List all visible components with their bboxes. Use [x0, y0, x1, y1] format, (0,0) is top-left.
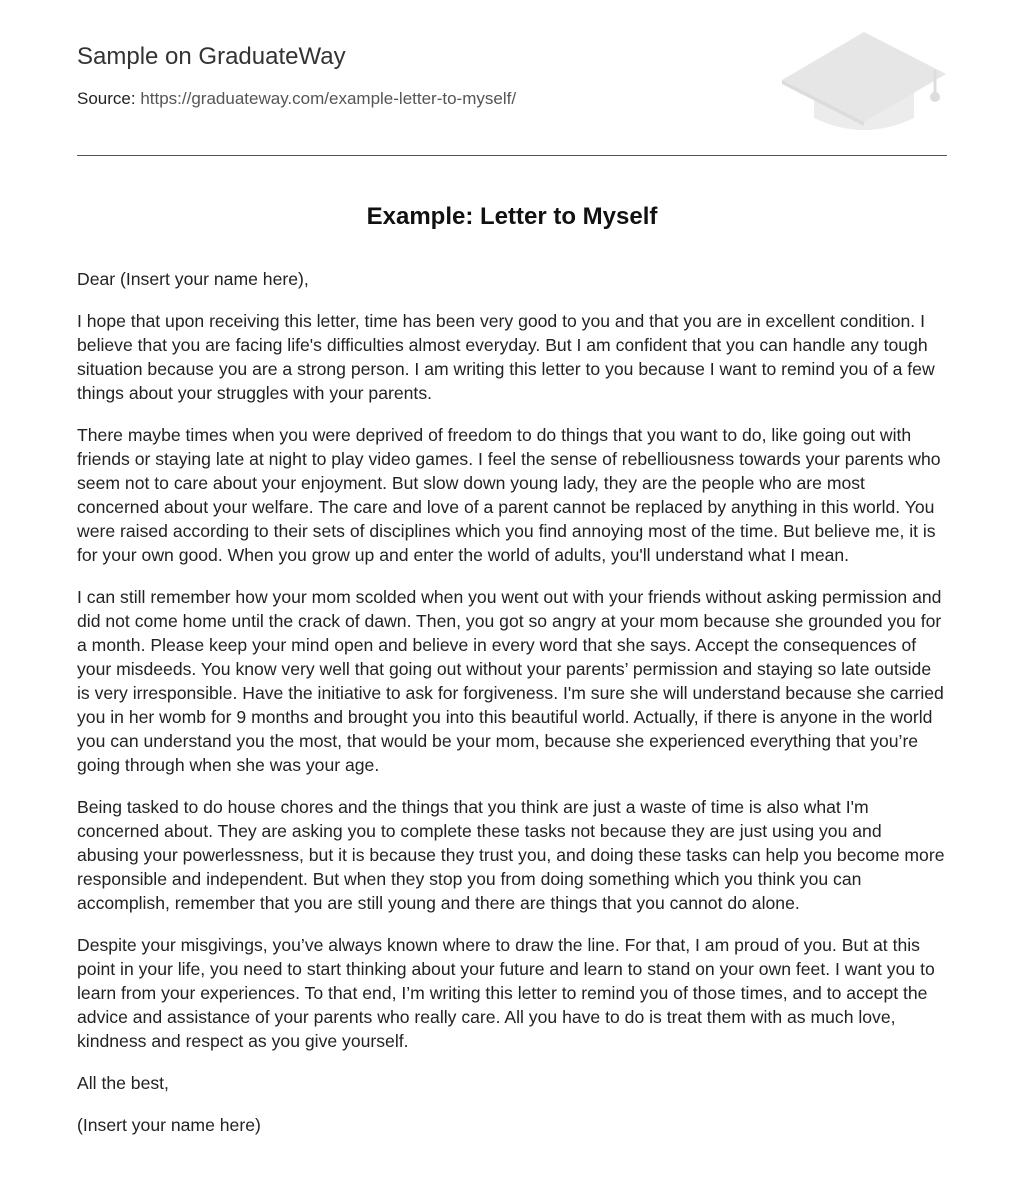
paragraph: I can still remember how your mom scolded when you went out with your friends without asking permission and did not come home until the crack of dawn. Then, you got so angry at your mom because she grounded you for a month. Please keep your mind open and believe in every word that she says. Accept the consequences of your misdeeds. You know very well that going out without your parents’ permission and staying so late outside is very irresponsible. Have the initiative to ask for forgiveness. I'm sure she will understand because she carried you in her womb for 9 months and brought you into this beautiful world. Actually, if there is anyone in the world you can understand you the most, that would be your mom, because she experienced everything that you’re going through when she was your age.: [77, 587, 944, 775]
source-link[interactable]: https://graduateway.com/example-letter-to-myself/: [140, 89, 517, 108]
graduation-cap-icon: [780, 30, 948, 134]
closing: All the best,: [77, 1073, 169, 1093]
salutation: Dear (Insert your name here),: [77, 269, 309, 289]
site-title: Sample on GraduateWay: [77, 43, 346, 70]
paragraph: Despite your misgivings, you’ve always known where to draw the line. For that, I am proud of you. But at this point in your life, you need to start thinking about your future and learn to stand on your own feet. I want you to learn from your experiences. To that end, I’m writing this letter to remind you of those times, and to accept the advice and assistance of your parents who really care. All you have to do is treat them with as much love, kindness and respect as you give yourself.: [77, 935, 935, 1051]
paragraph: I hope that upon receiving this letter, time has been very good to you and that you are in excellent condition. I believe that you are facing life's difficulties almost everyday. But I am confident that you can handle any tough situation because you are a strong person. I am writing this letter to you because I want to remind you of a few things about your struggles with your parents.: [77, 311, 935, 403]
signature: (Insert your name here): [77, 1115, 261, 1135]
paragraph: There maybe times when you were deprived of freedom to do things that you want to do, like going out with friends or staying late at night to play video games. I feel the sense of rebelliousness towards your parents who seem not to care about your enjoyment. But slow down young lady, they are the people who are most concerned about your welfare. The care and love of a parent cannot be replaced by anything in this world. You were raised according to their sets of disciplines which you find annoying most of the time. But believe me, it is for your own good. When you grow up and enter the world of adults, you'll understand what I mean.: [77, 425, 941, 565]
header-divider: [77, 155, 947, 156]
document-title: Example: Letter to Myself: [366, 203, 658, 230]
source-line: [77, 89, 516, 109]
source-label: Source:: [77, 89, 136, 108]
letter-body: [77, 267, 947, 1155]
paragraph: Being tasked to do house chores and the things that you think are just a waste of time is also what I'm concerned about. They are asking you to complete these tasks not because they are just using you and abusing your powerlessness, but it is because they trust you, and doing these tasks can help you become more responsible and independent. But when they stop you from doing something which you think you can accomplish, remember that you are still young and there are things that you cannot do alone.: [77, 797, 945, 913]
